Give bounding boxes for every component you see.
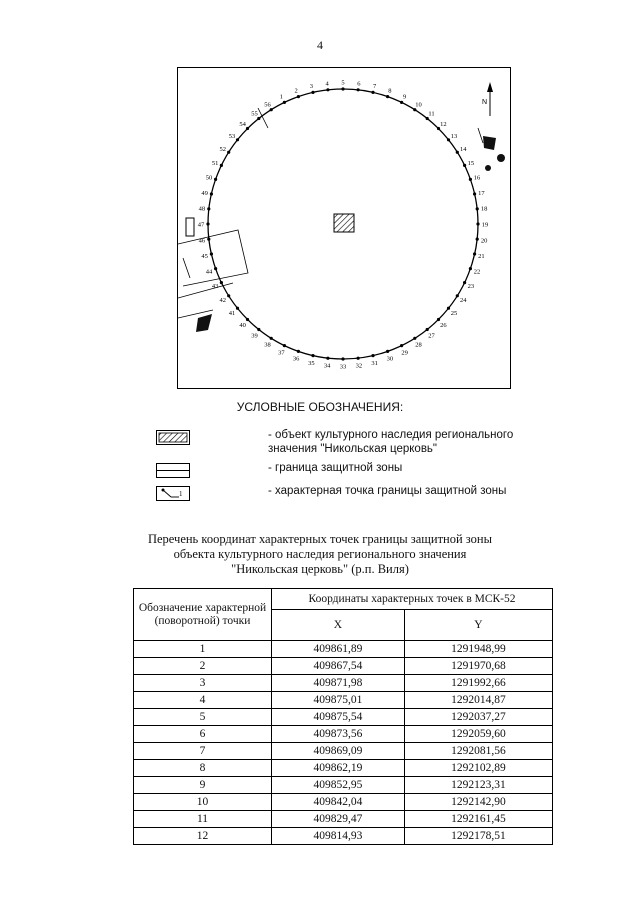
boundary-point-label: 17 (478, 189, 485, 197)
header-coordinates: Координаты характерных точек в МСК-52 (272, 589, 553, 610)
cell-x: 409873,56 (272, 726, 405, 743)
boundary-point-label: 25 (450, 310, 458, 317)
boundary-point-41 (236, 307, 239, 310)
page-number: 4 (317, 38, 323, 52)
boundary-point-29 (400, 344, 403, 347)
boundary-point-label: 23 (467, 283, 475, 291)
boundary-point-32 (357, 357, 360, 360)
boundary-point-label: 32 (355, 362, 363, 370)
boundary-point-label: 27 (428, 332, 435, 340)
small-building (186, 218, 194, 236)
table-row (134, 828, 553, 845)
cell-n: 9 (134, 777, 272, 794)
table-row (134, 794, 553, 811)
boundary-point-33 (341, 357, 344, 360)
boundary-point-47 (206, 222, 209, 225)
boundary-point-40 (246, 318, 249, 321)
boundary-point-21 (473, 252, 476, 255)
boundary-point-label: 50 (205, 174, 213, 182)
boundary-point-6 (357, 88, 360, 91)
cell-x: 409829,47 (272, 811, 405, 828)
boundary-point-label: 24 (459, 297, 467, 304)
boundary-point-31 (371, 354, 374, 357)
boundary-point-7 (371, 91, 374, 94)
boundary-point-label: 30 (386, 355, 394, 363)
cell-n: 10 (134, 794, 272, 811)
table-row (134, 675, 553, 692)
boundary-point-label: 22 (473, 268, 481, 276)
boundary-point-label: 1 (279, 93, 284, 101)
boundary-point-label: 19 (481, 221, 489, 229)
cell-x: 409875,54 (272, 709, 405, 726)
church-object (334, 214, 354, 232)
boundary-point-46 (207, 238, 210, 241)
boundary-point-label: 2 (294, 87, 298, 95)
legend-text-zone-boundary: - граница защитной зоны (268, 462, 403, 474)
boundary-point-label: 12 (440, 121, 447, 129)
table-row (134, 658, 553, 675)
cell-x: 409869,09 (272, 743, 405, 760)
caption-line-1: Перечень координат характерных точек границы защитной зоны (147, 532, 493, 546)
boundary-point-24 (456, 294, 459, 297)
hatched-rect-icon (156, 430, 190, 445)
boundary-point-label: 52 (219, 146, 227, 153)
table-row (134, 709, 553, 726)
boundary-point-30 (386, 350, 389, 353)
cell-n: 5 (134, 709, 272, 726)
boundary-point-8 (386, 95, 389, 98)
cell-y: 1292014,87 (404, 692, 552, 709)
point-marker-label: 1 (179, 490, 183, 498)
table-row (134, 726, 553, 743)
point-marker-icon (156, 486, 190, 501)
caption-line-2: объекта культурного наследия регионального значения (173, 547, 467, 561)
boundary-point-label: 8 (388, 87, 392, 95)
boundary-point-label: 47 (197, 221, 205, 229)
cell-n: 1 (134, 641, 272, 658)
table-row (134, 811, 553, 828)
cell-y: 1292037,27 (404, 709, 552, 726)
boundary-rect-icon (156, 463, 190, 478)
boundary-point-52 (227, 151, 230, 154)
boundary-point-label: 3 (309, 83, 314, 91)
boundary-point-label: 45 (201, 253, 208, 261)
cell-n: 6 (134, 726, 272, 743)
boundary-point-35 (311, 354, 314, 357)
boundary-point-18 (476, 207, 479, 210)
boundary-point-label: 36 (292, 355, 300, 363)
boundary-point-16 (469, 178, 472, 181)
legend-text-heritage-object: - объект культурного наследия регионального значения "Никольская церковь" (268, 429, 514, 455)
boundary-point-label: 14 (459, 146, 467, 153)
table-row (134, 692, 553, 709)
cell-y: 1292102,89 (404, 760, 552, 777)
boundary-point-label: 5 (341, 79, 345, 87)
boundary-point-56 (270, 108, 273, 111)
legend-text-boundary-point: - характерная точка границы защитной зоны (268, 485, 507, 497)
boundary-point-28 (413, 337, 416, 340)
boundary-point-label: 4 (325, 80, 329, 88)
boundary-point-label: 51 (211, 159, 219, 167)
boundary-point-label: 7 (372, 83, 377, 91)
boundary-point-20 (476, 238, 479, 241)
legend-item-heritage-object (156, 428, 536, 458)
boundary-point-label: 49 (201, 189, 208, 197)
site-plan-map (177, 67, 511, 389)
vegetation-patch (483, 136, 496, 150)
table-row (134, 760, 553, 777)
boundary-point-1 (283, 101, 286, 104)
coordinates-table-body (134, 641, 553, 845)
boundary-point-label: 38 (264, 341, 271, 349)
dark-vegetation-patches (196, 136, 505, 332)
table-row (134, 641, 553, 658)
boundary-point-label: 53 (228, 133, 236, 140)
boundary-point-15 (463, 164, 466, 167)
boundary-point-label: 21 (478, 253, 485, 261)
table-row (134, 743, 553, 760)
cell-x: 409871,98 (272, 675, 405, 692)
cell-n: 7 (134, 743, 272, 760)
boundary-point-label: 42 (219, 297, 227, 304)
boundary-point-label: 55 (251, 110, 258, 118)
boundary-point-label: 18 (480, 205, 488, 213)
boundary-point-label: 37 (278, 349, 285, 357)
boundary-point-34 (326, 357, 329, 360)
cell-y: 1291992,66 (404, 675, 552, 692)
boundary-point-26 (437, 318, 440, 321)
vegetation-patch (497, 154, 505, 162)
boundary-point-label: 29 (401, 349, 408, 357)
table-row (134, 777, 553, 794)
vegetation-patch (196, 314, 212, 332)
cell-y: 1292081,56 (404, 743, 552, 760)
cell-y: 1292142,90 (404, 794, 552, 811)
cell-y: 1292161,45 (404, 811, 552, 828)
cell-y: 1292178,51 (404, 828, 552, 845)
cell-n: 8 (134, 760, 272, 777)
boundary-point-label: 6 (357, 80, 361, 88)
cell-x: 409861,89 (272, 641, 405, 658)
boundary-point-label: 34 (323, 362, 331, 370)
map-drawing (178, 68, 512, 390)
legend-title: УСЛОВНЫЕ ОБОЗНАЧЕНИЯ: (236, 400, 404, 414)
cell-n: 11 (134, 811, 272, 828)
boundary-point-label: 54 (239, 121, 246, 129)
boundary-point-label: 31 (371, 359, 378, 367)
boundary-point-13 (447, 138, 450, 141)
boundary-point-label: 33 (339, 363, 347, 371)
boundary-point-39 (257, 328, 260, 331)
coordinates-table (133, 588, 553, 845)
boundary-point-50 (214, 178, 217, 181)
boundary-point-19 (476, 222, 479, 225)
boundary-point-label: 26 (440, 321, 447, 329)
boundary-point-label: 41 (228, 310, 236, 317)
header-y: Y (404, 610, 552, 641)
boundary-point-45 (210, 252, 213, 255)
cell-x: 409862,19 (272, 760, 405, 777)
boundary-point-17 (473, 192, 476, 195)
boundary-point-37 (283, 344, 286, 347)
boundary-point-label: 11 (428, 110, 435, 118)
cell-x: 409814,93 (272, 828, 405, 845)
boundary-point-43 (220, 281, 223, 284)
boundary-point-51 (220, 164, 223, 167)
boundary-point-27 (426, 328, 429, 331)
cell-x: 409875,01 (272, 692, 405, 709)
boundary-point-44 (214, 267, 217, 270)
boundary-point-14 (456, 151, 459, 154)
cell-y: 1291948,99 (404, 641, 552, 658)
boundary-point-10 (413, 108, 416, 111)
boundary-point-label: 43 (211, 283, 219, 291)
boundary-point-53 (236, 138, 239, 141)
boundary-point-23 (463, 281, 466, 284)
header-point-name: Обозначение характерной (поворотной) точки (134, 589, 272, 641)
legend-item-boundary-point (156, 484, 536, 514)
boundary-point-label: 28 (415, 341, 422, 349)
cell-y: 1291970,68 (404, 658, 552, 675)
boundary-point-5 (341, 87, 344, 90)
boundary-point-36 (297, 350, 300, 353)
boundary-point-9 (400, 101, 403, 104)
boundary-point-4 (326, 88, 329, 91)
boundary-point-label: 48 (198, 205, 206, 213)
boundary-point-25 (447, 307, 450, 310)
cell-n: 4 (134, 692, 272, 709)
vegetation-patch (485, 165, 491, 171)
boundary-point-label: 9 (402, 93, 407, 101)
header-x: X (272, 610, 405, 641)
cell-y: 1292059,60 (404, 726, 552, 743)
boundary-point-48 (207, 207, 210, 210)
boundary-point-2 (297, 95, 300, 98)
boundary-point-label: 15 (467, 159, 475, 167)
boundary-point-label: 39 (251, 332, 258, 340)
north-arrow-icon (482, 82, 493, 116)
table-caption (0, 532, 640, 577)
boundary-point-22 (469, 267, 472, 270)
cell-n: 3 (134, 675, 272, 692)
cell-x: 409842,04 (272, 794, 405, 811)
boundary-point-label: 40 (239, 321, 246, 329)
boundary-point-label: 20 (480, 237, 488, 245)
boundary-point-label: 13 (450, 133, 458, 140)
boundary-point-54 (246, 127, 249, 130)
caption-line-3: "Никольская церковь" (р.п. Виля) (231, 562, 409, 576)
cell-y: 1292123,31 (404, 777, 552, 794)
cell-x: 409852,95 (272, 777, 405, 794)
north-label: N (482, 99, 488, 106)
boundary-point-49 (210, 192, 213, 195)
boundary-point-label: 35 (308, 359, 315, 367)
boundary-point-label: 16 (473, 174, 481, 182)
boundary-point-label: 56 (264, 101, 271, 109)
cell-n: 12 (134, 828, 272, 845)
boundary-point-label: 44 (205, 268, 213, 276)
boundary-point-label: 10 (415, 101, 422, 109)
boundary-point-label: 46 (198, 237, 206, 245)
boundary-point-38 (270, 337, 273, 340)
boundary-point-42 (227, 294, 230, 297)
boundary-point-3 (311, 91, 314, 94)
cell-x: 409867,54 (272, 658, 405, 675)
cell-n: 2 (134, 658, 272, 675)
